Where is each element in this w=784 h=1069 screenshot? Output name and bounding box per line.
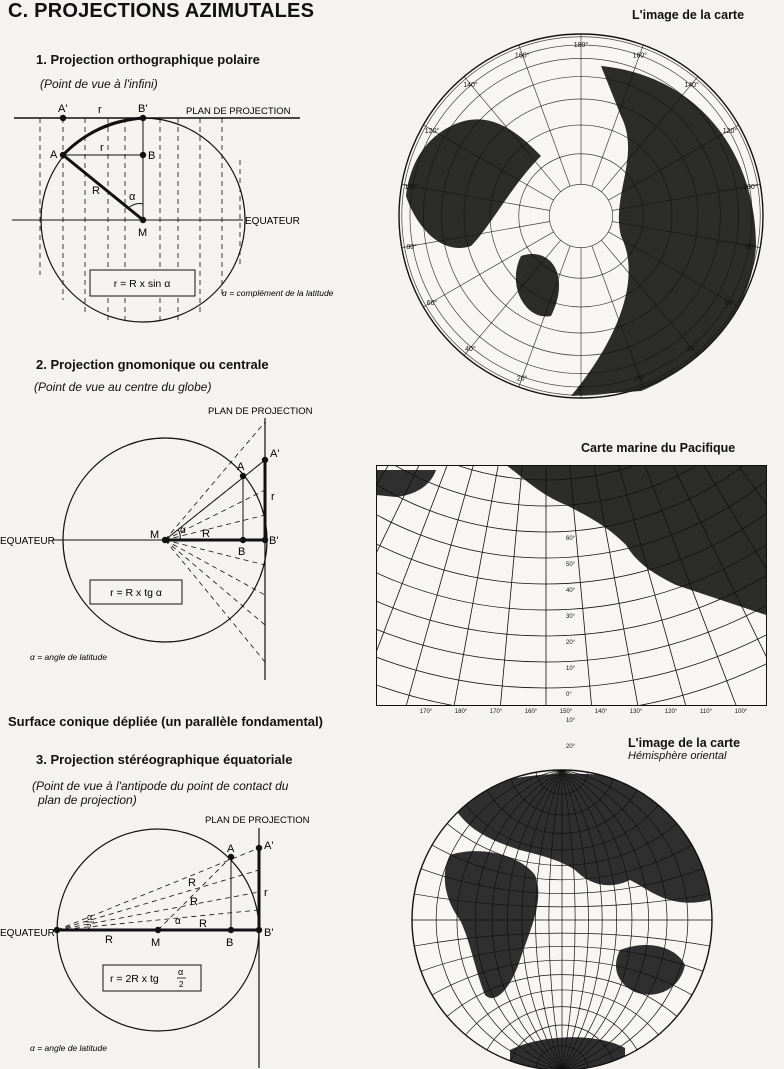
label-big-r: R — [92, 185, 100, 197]
page-title: C. PROJECTIONS AZIMUTALES — [8, 0, 315, 22]
label-alpha-2: α — [180, 525, 186, 536]
label-equateur-3: EQUATEUR — [0, 928, 55, 939]
eastern-hemisphere-map — [410, 760, 730, 1069]
map2-longitude-label: 160° — [524, 709, 538, 715]
map2-longitude-label: 170° — [419, 709, 433, 715]
map2-longitude-label: 180° — [454, 709, 468, 715]
stereographic-diagram — [0, 810, 370, 1069]
section2-subtitle: (Point de vue au centre du globe) — [34, 380, 212, 394]
map2-longitude-label: 110° — [700, 709, 712, 715]
map1-longitude-label: 160° — [514, 52, 530, 60]
label-big-r-3d: R — [199, 918, 207, 930]
formula-3-frac-den: 2 — [179, 980, 184, 989]
map2-longitude-label: 130° — [629, 709, 643, 715]
map2-latitude-label: 10° — [566, 666, 576, 672]
map1-longitude-label: 40° — [686, 345, 697, 353]
map1-longitude-label: 0° — [577, 386, 585, 393]
map2-longitude-label: 170° — [489, 709, 503, 715]
label-r-mid: r — [100, 142, 104, 154]
map1-longitude-label: 40° — [465, 345, 476, 353]
label-m-3: M — [151, 937, 161, 949]
map1-longitude-label: 100° — [743, 184, 758, 192]
section3-heading: 3. Projection stéréographique équatoriale — [36, 752, 293, 767]
map1-longitude-label: 120° — [424, 128, 440, 135]
orthographic-diagram — [0, 100, 370, 345]
cone-caption: Surface conique dépliée (un parallèle fondamental) — [8, 714, 323, 729]
label-a: A — [50, 149, 58, 161]
label-alpha-half-num: α — [87, 912, 93, 922]
map1-longitude-label: 20° — [516, 375, 528, 383]
map2-latitude-label: 60° — [566, 536, 576, 542]
label-equateur: EQUATEUR — [245, 216, 300, 227]
note-3: α = angle de latitude — [30, 1043, 107, 1053]
map2-title: Carte marine du Pacifique — [581, 441, 736, 455]
section3-subtitle-line2: plan de projection) — [38, 793, 137, 807]
map2-longitude-label: 140° — [594, 709, 608, 715]
label-a-prime-2: A' — [270, 448, 280, 460]
section1-subtitle: (Point de vue à l'infini) — [40, 77, 158, 91]
map1-longitude-label: 20° — [634, 375, 646, 383]
label-big-r-3c: R — [105, 934, 113, 946]
label-plan-projection-3: PLAN DE PROJECTION — [205, 815, 310, 826]
map1-longitude-label: 100° — [404, 184, 419, 192]
label-b-prime: B' — [138, 103, 148, 115]
map2-latitude-label: 0° — [566, 692, 572, 698]
formula-3-frac-num: α — [178, 967, 184, 977]
label-a-2: A — [237, 461, 245, 473]
map3-subtitle: Hémisphère oriental — [628, 750, 727, 762]
map2-latitude-label: 30° — [566, 614, 576, 620]
formula-3: r = 2R x tg — [110, 973, 159, 985]
map2-latitude-label: 10° — [566, 718, 576, 724]
label-r-3: r — [264, 887, 268, 899]
label-b-3: B — [226, 937, 234, 949]
map2-latitude-label: 50° — [566, 562, 576, 568]
section3-subtitle-line1: (Point de vue à l'antipode du point de contact du — [32, 779, 289, 793]
label-alpha: α — [129, 191, 136, 203]
label-a-3: A — [227, 843, 235, 855]
label-b: B — [148, 150, 156, 162]
map1-graticule — [399, 34, 763, 398]
label-a-prime: A' — [58, 103, 68, 115]
label-plan-projection-2: PLAN DE PROJECTION — [208, 406, 313, 417]
label-m-2: M — [150, 529, 160, 541]
label-big-r-3a: R — [188, 877, 196, 889]
map1-longitude-label: 120° — [722, 128, 738, 135]
map1-longitude-label: 140° — [463, 82, 478, 90]
map2-longitude-label: 120° — [664, 709, 678, 715]
map2-longitude-label: 150° — [559, 709, 573, 715]
map1-longitude-label: 140° — [684, 82, 699, 90]
note-1: α = complément de la latitude — [222, 288, 334, 298]
map2-latitude-label: 20° — [566, 744, 576, 750]
label-big-r-2: R — [202, 528, 210, 540]
map1-longitude-label: 80° — [406, 243, 417, 251]
label-b-2: B — [238, 546, 246, 558]
label-plan-projection: PLAN DE PROJECTION — [186, 106, 291, 117]
map3-title: L'image de la carte — [628, 736, 741, 750]
label-equateur-2: EQUATEUR — [0, 536, 55, 547]
gnomonic-diagram — [0, 400, 370, 685]
section2-heading: 2. Projection gnomonique ou centrale — [36, 357, 269, 372]
label-b-prime-3: B' — [264, 927, 274, 939]
polar-orthographic-map — [378, 26, 784, 418]
map1-title: L'image de la carte — [632, 8, 745, 22]
formula-2: r = R x tg α — [110, 587, 162, 599]
map1-longitude-label: 180° — [573, 42, 589, 49]
label-big-r-3b: R — [190, 896, 198, 908]
map2-longitude-label: 100° — [734, 709, 748, 715]
label-m: M — [138, 227, 148, 239]
label-r-2: r — [271, 491, 275, 503]
label-alpha-3: α — [175, 916, 181, 927]
map1-longitude-label: 60° — [724, 300, 736, 307]
map1-longitude-label: 60° — [426, 300, 438, 307]
label-a-prime-3: A' — [264, 840, 274, 852]
label-b-prime-2: B' — [269, 535, 279, 547]
formula-1: r = R x sin α — [113, 278, 171, 290]
map1-longitude-label: 80° — [745, 243, 756, 251]
map1-longitude-label: 160° — [632, 52, 648, 60]
note-2: α = angle de latitude — [30, 652, 107, 662]
label-r-top: r — [98, 104, 102, 116]
map2-latitude-label: 40° — [566, 588, 576, 594]
section1-heading: 1. Projection orthographique polaire — [36, 52, 260, 67]
label-alpha-half-den: 2 — [87, 923, 92, 932]
map2-latitude-label: 20° — [566, 640, 576, 646]
